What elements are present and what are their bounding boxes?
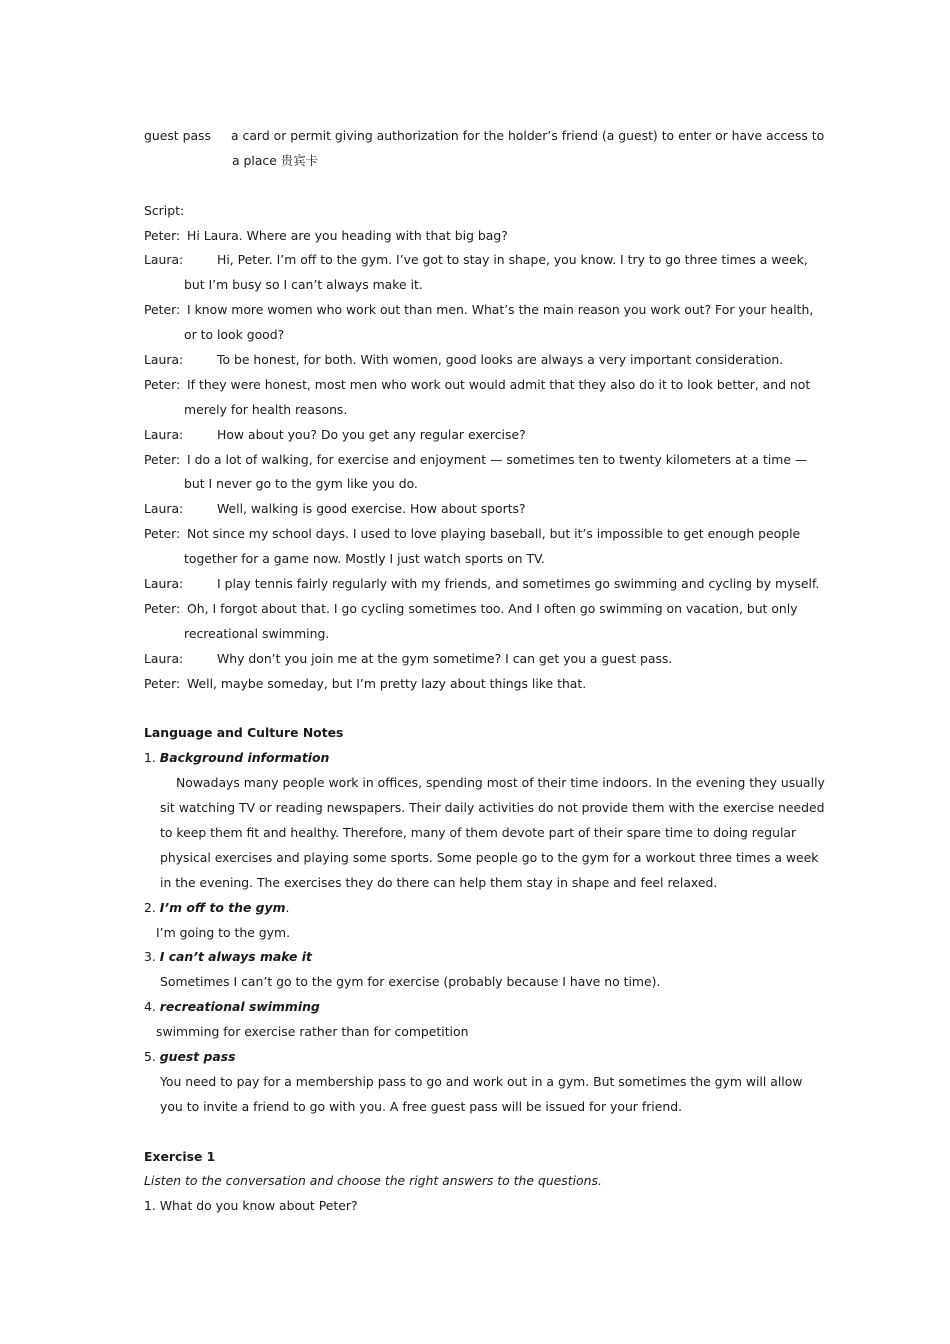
script-line [144, 373, 824, 398]
script-text: Oh, I forgot about that. I go cycling sometimes too. And I often go swimming on vacation, but only [187, 600, 798, 616]
speaker-label: Laura: [144, 650, 184, 666]
note-1-text: sit watching TV or reading newspapers. Their daily activities do not provide them with the exercise needed [160, 800, 825, 816]
note-3-text: Sometimes I can’t go to the gym for exercise (probably because I have no time). [160, 974, 661, 990]
speaker-label: Peter: [144, 600, 181, 616]
note-5-text: You need to pay for a membership pass to go and work out in a gym. But sometimes the gym will allow [160, 1073, 803, 1089]
script-text: To be honest, for both. With women, good looks are always a very important consideration. [217, 352, 784, 368]
note-number: 1. [144, 750, 156, 766]
spacer [144, 1120, 824, 1145]
script-line [144, 647, 824, 672]
spacer [144, 174, 824, 199]
note-number: 5. [144, 1048, 156, 1064]
script-text: Well, walking is good exercise. How about sports? [217, 501, 526, 517]
note-2-title [144, 896, 824, 921]
note-term: I’m off to the gym [159, 899, 286, 915]
speaker-label: Peter: [144, 451, 181, 467]
exercise-instruction: Listen to the conversation and choose the right answers to the questions. [144, 1173, 602, 1189]
script-line [144, 224, 824, 249]
spacer [144, 696, 824, 721]
script-text-cont: but I never go to the gym like you do. [184, 476, 418, 492]
note-1-text: in the evening. The exercises they do there can help them stay in shape and feel relaxed. [160, 874, 718, 890]
notes-heading: Language and Culture Notes [144, 725, 344, 741]
note-term: I can’t always make it [159, 949, 312, 965]
script-text: If they were honest, most men who work out would admit that they also do it to look better, and not [187, 376, 811, 392]
script-text: Hi, Peter. I’m off to the gym. I’ve got to stay in shape, you know. I try to go three times a week, [217, 252, 808, 268]
speaker-label: Laura: [144, 426, 184, 442]
script-text: Well, maybe someday, but I’m pretty lazy about things like that. [187, 675, 587, 691]
script-line [144, 572, 824, 597]
note-4-text: swimming for exercise rather than for competition [156, 1024, 469, 1040]
speaker-label: Peter: [144, 526, 181, 542]
note-1-text: to keep them fit and healthy. Therefore, many of them devote part of their spare time to doing regular [160, 824, 797, 840]
script-line [144, 348, 824, 373]
script-text-cont: together for a game now. Mostly I just watch sports on TV. [184, 551, 545, 567]
glossary-entry [144, 124, 824, 149]
note-term: Background information [159, 750, 330, 766]
speaker-label: Peter: [144, 227, 181, 243]
script-line [144, 522, 824, 547]
document-page [144, 124, 824, 1219]
script-text: How about you? Do you get any regular exercise? [217, 426, 526, 442]
glossary-definition-cont: a place 贵宾卡 [232, 152, 318, 168]
script-text: Not since my school days. I used to love playing baseball, but it’s impossible to get enough people [187, 526, 801, 542]
script-text: I do a lot of walking, for exercise and enjoyment — sometimes ten to twenty kilometers at a time — [187, 451, 808, 467]
speaker-label: Laura: [144, 352, 184, 368]
exercise-heading: Exercise 1 [144, 1148, 216, 1164]
script-text: Hi Laura. Where are you heading with that big bag? [187, 227, 508, 243]
glossary-term: guest pass [144, 128, 211, 143]
script-line [144, 423, 824, 448]
script-line [144, 672, 824, 697]
speaker-label: Peter: [144, 376, 181, 392]
script-text: Why don’t you join me at the gym sometime? I can get you a guest pass. [217, 650, 673, 666]
note-5-title [144, 1045, 824, 1070]
speaker-label: Laura: [144, 501, 184, 517]
script-line [144, 497, 824, 522]
note-1-title [144, 746, 824, 771]
exercise-question: 1. What do you know about Peter? [144, 1198, 358, 1214]
note-1-text: physical exercises and playing some sports. Some people go to the gym for a workout three times a week [160, 849, 819, 865]
glossary-definition: a card or permit giving authorization for the holder’s friend (a guest) to enter or have access to [231, 128, 825, 143]
script-text-cont: but I’m busy so I can’t always make it. [184, 277, 423, 293]
note-5-text: you to invite a friend to go with you. A free guest pass will be issued for your friend. [160, 1098, 683, 1114]
script-text: I play tennis fairly regularly with my friends, and sometimes go swimming and cycling by myself. [217, 576, 820, 592]
speaker-label: Peter: [144, 675, 181, 691]
script-text: I know more women who work out than men. What’s the main reason you work out? For your health, [187, 302, 814, 318]
speaker-label: Laura: [144, 576, 184, 592]
note-4-title [144, 995, 824, 1020]
script-text-cont: merely for health reasons. [184, 401, 348, 417]
script-line [144, 298, 824, 323]
script-line [144, 248, 824, 273]
script-line [144, 448, 824, 473]
note-1-text: Nowadays many people work in offices, spending most of their time indoors. In the evening they usually [176, 775, 825, 791]
script-text-cont: or to look good? [184, 327, 285, 343]
script-text-cont: recreational swimming. [184, 625, 330, 641]
script-line [144, 597, 824, 622]
note-3-title [144, 945, 824, 970]
note-2-text: I’m going to the gym. [156, 924, 291, 940]
note-term: guest pass [159, 1048, 236, 1064]
speaker-label: Laura: [144, 252, 184, 268]
note-number: 3. [144, 949, 156, 965]
note-number: 4. [144, 999, 156, 1015]
script-heading: Script: [144, 202, 185, 218]
note-term: recreational swimming [159, 999, 320, 1015]
speaker-label: Peter: [144, 302, 181, 318]
note-term-suffix: . [285, 899, 290, 915]
note-number: 2. [144, 899, 156, 915]
